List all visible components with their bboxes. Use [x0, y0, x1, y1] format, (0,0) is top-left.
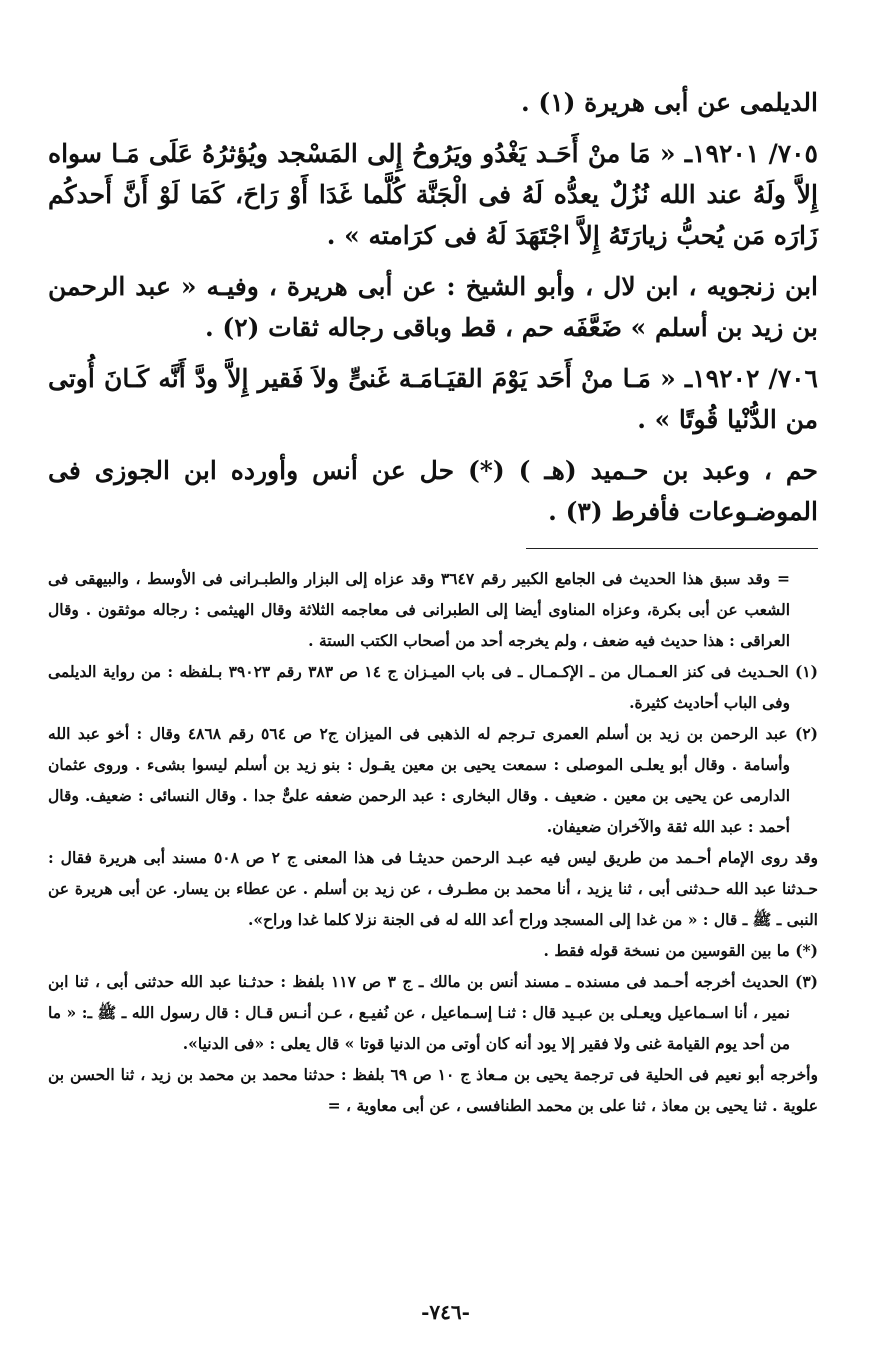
page-content — [48, 82, 818, 1121]
footnotes — [48, 563, 818, 1121]
footnote-divider — [526, 548, 818, 549]
footnote-2-continued: وقد روى الإمام أحـمد من طريق ليس فيه عبـد الرحمن حديثـا فى هذا المعنى ج ٢ ص ٥٠٨ مسند أبى هريرة فقال : حـدثنا عبد الله حـدثنى أبى ، ثنا يزيد ، أنا محمد بن مطـرف ، عن زيد بن أسلم . عن عطاء بن يسار. عن أبى هريرة عن النبى ـ ﷺ ـ قال : « من غدا إلى المسجد وراح أعد الله له فى الجنة نزلا كلما غدا وراح». — [48, 848, 818, 929]
footnote-continuation: = وقد سبق هذا الحديث فى الجامع الكبير رقم ٣٦٤٧ وقد عزاه إلى البزار والطبـرانى فى الأوسط ، والبيهقى فى الشعب عن أبى بكرة، وعزاه المناوى أيضا إلى الطبرانى فى معاجمه الثلاثة وقال الهيثمى : رجاله موثقون . وقال العراقى : هذا حديث فيه ضعف ، ولم يخرجه أحد من أصحاب الكتب الستة . — [48, 569, 791, 650]
footnote-3: (٣) الحديث أخرجه أحـمد فى مسنده ـ مسند أنس بن مالك ـ ج ٣ ص ١١٧ بلفظ : حدثـنا عبد الله حدثنى أبى ، ثنا ابن نمير ، أنا اسـماعيل ويعـلى بن عبـيد قال : ثنـا إسـماعيل ، عن نُفيـع ، عـن أنـس قـال : قال رسول الله ـ ﷺ ـ: « ما من أحد يوم القيامة غنى ولا فقير إلا يود أنه كان أوتى من الدنيا قوتا » قال يعلى : «فى الدنيا». — [48, 972, 818, 1053]
footnote-1: (١) الحـديث فى كنز العـمـال من ـ الإكـمـال ـ فى باب الميـزان ج ١٤ ص ٣٨٣ رقم ٣٩٠٢٣ بـلفظه : من رواية الديلمى وفى الباب أحاديث كثيرة. — [48, 662, 818, 712]
hadith-706: ٧٠٦/ ١٩٢٠٢ـ « مَـا منْ أَحَد يَوْمَ القيَـامَـة غَنىٍّ ولاَ فَقير إِلاَّ ودَّ أَنَّه كَـانَ أُوتى من الدُّنْيا قُوتًا » . — [48, 364, 818, 434]
footnote-2: (٢) عبد الرحمن بن زيد بن أسلم العمرى تـرجم له الذهبى فى الميزان ج٢ ص ٥٦٤ رقم ٤٨٦٨ وقال : أخو عبد الله وأسامة . وقال أبو يعلـى الموصلى : سمعت يحيى بن معين يقـول : بنو زيد بن أسلم ليسوا بشىء . وروى عثمان الدارمى عن يحيى بن معين . ضعيف . وقال البخارى : عبد الرحمن ضعفه علىٌّ جدا . وقال النسائى : ضعيف. وقال أحمد : عبد الله ثقة والآخران ضعيفان. — [48, 724, 818, 836]
hadith-705-sources: ابن زنجويه ، ابن لال ، وأبو الشيخ : عن أبى هريرة ، وفيـه « عبد الرحمن بن زيد بن أسلم » ضَعَّفَه حم ، قط وباقى رجاله ثقات (٢) . — [48, 272, 818, 342]
main-paragraph-1: الديلمى عن أبى هريرة (١) . — [520, 88, 818, 117]
footnote-star: (*) ما بين القوسين من نسخة قوله فقط . — [543, 941, 818, 960]
hadith-705: ٧٠٥/ ١٩٢٠١ـ « مَا منْ أَحَـد يَغْدُو ويَرُوحُ إِلى المَسْجد ويُؤثرُهُ عَلَى مَـا سواه إِلاَّ ولَهُ عند الله نُزُلٌ يعدُّه لَهُ فى الْجَنَّة كُلَّما غَدَا أَوْ رَاحَ، كَمَا لَوْ أَنَّ أَحدكُم زَارَه مَن يُحبُّ زيارَتَهُ إِلاَّ اجْتَهَدَ لَهُ فى كرَامته » . — [48, 139, 818, 250]
hadith-706-sources: حم ، وعبد بن حـميد (هـ ) (*) حل عن أنس وأورده ابن الجوزى فى الموضـوعات فأفرط (٣) . — [48, 456, 818, 526]
main-text — [48, 82, 818, 532]
footnote-3-continued: وأخرجه أبو نعيم فى الحلية فى ترجمة يحيى بن مـعاذ ج ١٠ ص ٦٩ بلفظ : حدثنا محمد بن محمد بن زيد ، ثنا الحسن بن علوية . ثنا يحيى بن معاذ ، ثنا على بن محمد الطنافسى ، عن أبى معاوية ، = — [48, 1065, 818, 1115]
page-number: -٧٤٦- — [421, 1300, 470, 1324]
